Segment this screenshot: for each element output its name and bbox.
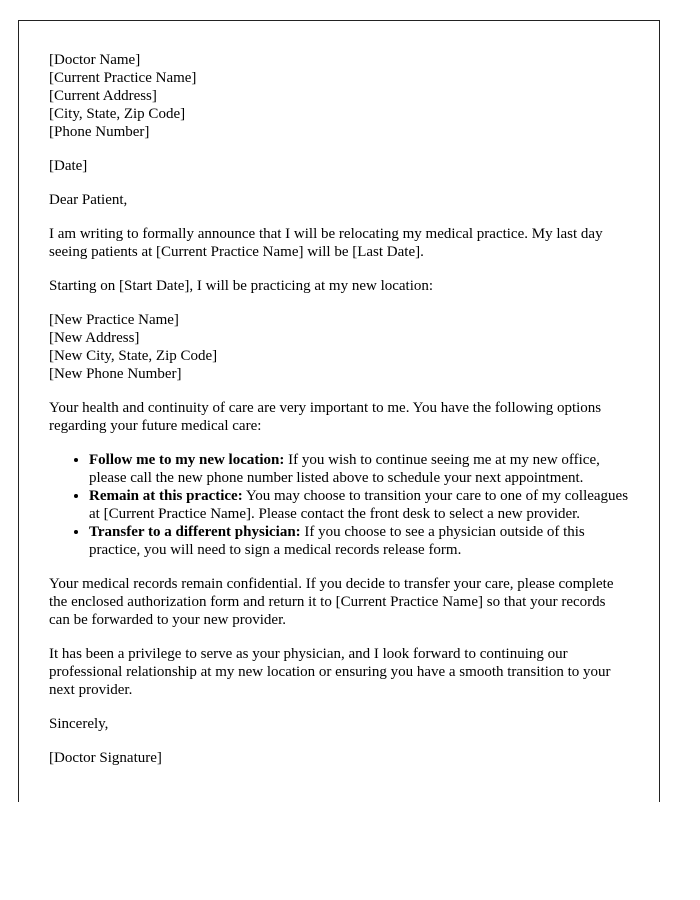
closing-paragraph: It has been a privilege to serve as your physician, and I look forward to continuing our professional relationship at my new location or ensuring you have a smooth transition to your next provider. bbox=[49, 646, 611, 698]
option-title: Follow me to my new location: bbox=[89, 452, 285, 468]
sender-address: [Current Address] bbox=[49, 88, 157, 104]
option-text: If you wish to continue seeing me at my new office, please call the new phone number listed above to schedule your next appointment. bbox=[89, 452, 600, 486]
option-transfer bbox=[89, 523, 629, 559]
options-intro-paragraph: Your health and continuity of care are very important to me. You have the following options regarding your future medical care: bbox=[49, 400, 602, 434]
new-practice-name: [New Practice Name] bbox=[49, 312, 179, 328]
signoff: Sincerely, bbox=[49, 716, 109, 732]
option-text: You may choose to transition your care to one of my colleagues at [Current Practice Name]. Please contact the front desk to select a new provider. bbox=[89, 488, 629, 522]
new-city-state-zip: [New City, State, Zip Code] bbox=[49, 348, 218, 364]
options-list bbox=[49, 451, 629, 559]
sender-phone: [Phone Number] bbox=[49, 124, 150, 140]
sender-practice-name: [Current Practice Name] bbox=[49, 70, 197, 86]
sender-doctor-name: [Doctor Name] bbox=[49, 52, 141, 68]
new-location-block bbox=[49, 311, 629, 383]
option-remain bbox=[89, 487, 629, 523]
option-title: Remain at this practice: bbox=[89, 488, 243, 504]
intro-paragraph: I am writing to formally announce that I will be relocating my medical practice. My last day seeing patients at [Current Practice Name] will be [Last Date]. bbox=[49, 226, 603, 260]
letter-page bbox=[18, 20, 660, 802]
sender-city-state-zip: [City, State, Zip Code] bbox=[49, 106, 186, 122]
letter-date: [Date] bbox=[49, 158, 88, 174]
option-follow bbox=[89, 451, 629, 487]
records-paragraph: Your medical records remain confidential. If you decide to transfer your care, please complete the enclosed authorization form and return it to [Current Practice Name] so that your records can be forwarded to your new provider. bbox=[49, 576, 614, 628]
option-title: Transfer to a different physician: bbox=[89, 524, 301, 540]
new-phone: [New Phone Number] bbox=[49, 366, 182, 382]
salutation: Dear Patient, bbox=[49, 192, 128, 208]
starting-paragraph: Starting on [Start Date], I will be practicing at my new location: bbox=[49, 278, 434, 294]
new-address: [New Address] bbox=[49, 330, 140, 346]
sender-address-block bbox=[49, 51, 629, 141]
option-text: If you choose to see a physician outside of this practice, you will need to sign a medical records release form. bbox=[89, 524, 585, 558]
signature: [Doctor Signature] bbox=[49, 750, 162, 766]
